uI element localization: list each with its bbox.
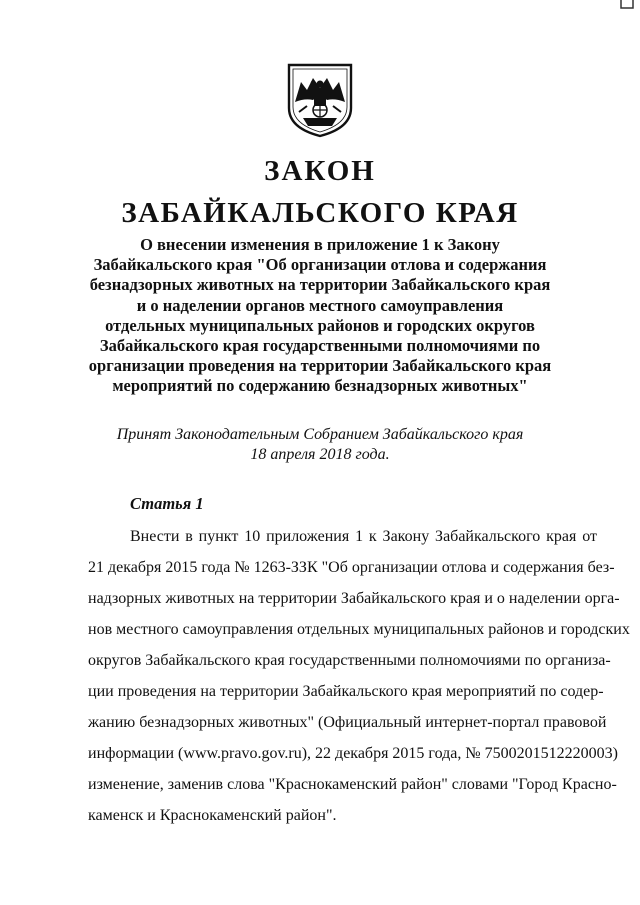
article-line: нов местного самоуправления отдельных муниципальных районов и городских [88,621,630,638]
adoption-line: Принят Законодательным Собранием Забайкальского края [116,426,524,443]
article-line: Внести в пункт 10 приложения 1 к Закону Забайкальского края от [130,528,597,545]
subject-line: Забайкальского края "Об организации отлова и содержания [93,255,547,275]
coat-of-arms-icon [285,62,355,138]
article-line: надзорных животных на территории Забайкальского края и о наделении орга- [88,590,620,607]
subject-line: отдельных муниципальных районов и городских округов [105,315,535,335]
law-subject [60,235,580,397]
article-line: каменск и Краснокаменский район". [88,807,337,824]
article-line: информации (www.pravo.gov.ru), 22 декабря 2015 года, № 7500201512220003) [88,745,618,762]
article-line: ции проведения на территории Забайкальского края мероприятий по содер- [88,683,604,700]
corner-mark [620,0,634,10]
article-line: округов Забайкальского края государственными полномочиями по организа- [88,652,611,669]
subject-line: мероприятий по содержанию безнадзорных животных" [112,376,528,396]
emblem-container [0,62,640,140]
article-line: изменение, заменив слова "Краснокаменский район" словами "Город Красно- [88,776,617,793]
article-line: жанию безнадзорных животных" (Официальный интернет-портал правовой [88,714,607,731]
law-region: ЗАБАЙКАЛЬСКОГО КРАЯ [121,197,519,229]
subject-line: и о наделении органов местного самоуправления [136,295,504,315]
adoption-note [0,425,640,465]
subject-line: О внесении изменения в приложение 1 к Закону [140,235,500,254]
article-line: 21 декабря 2015 года № 1263-ЗЗК "Об организации отлова и содержания без- [88,559,615,576]
subject-line: организации проведения на территории Забайкальского края [88,356,552,376]
subject-line: Забайкальского края государственными полномочиями по [99,336,541,356]
article-body [88,521,630,831]
law-title: ЗАКОН [264,155,376,187]
article-heading: Статья 1 [130,494,204,513]
subject-line: безнадзорных животных на территории Забайкальского края [89,275,551,295]
adoption-date: 18 апреля 2018 года. [250,446,390,463]
